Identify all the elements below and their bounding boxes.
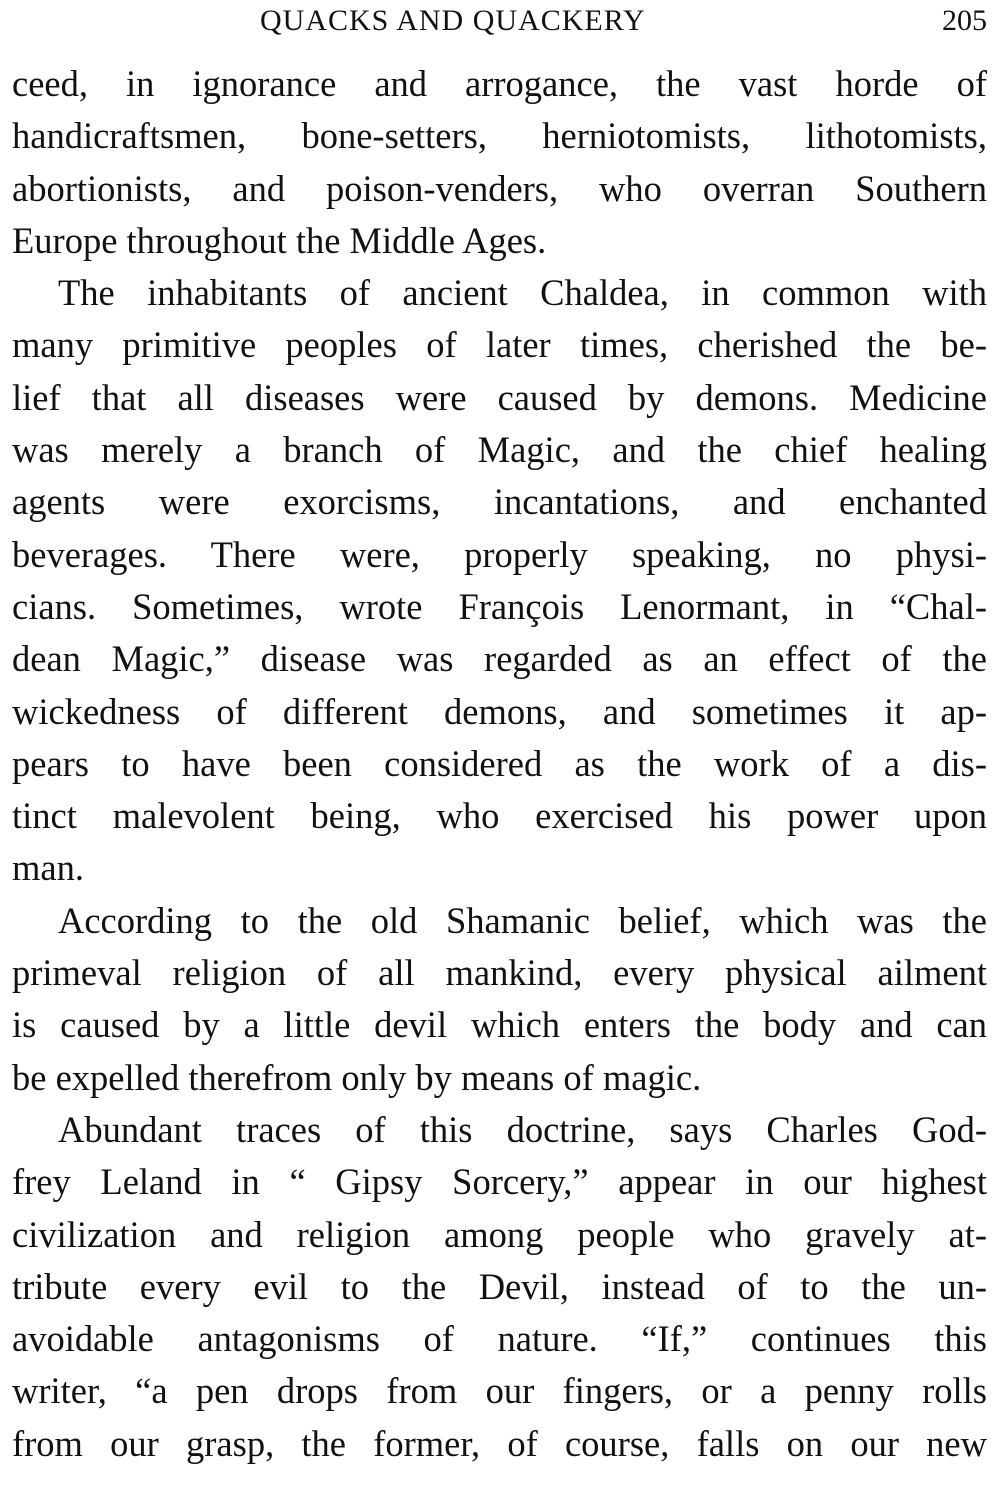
text-line: Europe throughout the Middle Ages. [12, 219, 547, 261]
text-line: is caused by a little devil which enters the body and can [12, 1004, 987, 1046]
text-line: ceed, in ignorance and arrogance, the vast horde of [12, 63, 987, 104]
text-line: lief that all diseases were caused by demons. Medicine [12, 376, 987, 418]
book-page [12, 0, 987, 1487]
text-line: be expelled therefrom only by means of magic. [12, 1056, 702, 1098]
text-line: writer, “a pen drops from our fingers, or a penny rolls [12, 1370, 987, 1412]
text-line: cians. Sometimes, wrote François Lenormant, in “Chal- [12, 585, 987, 627]
text-line: from our grasp, the former, of course, falls on our new [12, 1422, 987, 1464]
paragraph-1 [12, 58, 987, 267]
text-line: was merely a branch of Magic, and the chief healing [12, 429, 987, 471]
text-line: handicraftsmen, bone-setters, herniotomists, lithotomists, [12, 115, 987, 157]
text-line: agents were exorcisms, incantations, and enchanted [12, 481, 987, 523]
text-line: wickedness of different demons, and sometimes it ap- [12, 690, 987, 732]
text-line: beverages. There were, properly speaking, no physi- [12, 533, 987, 575]
text-line: civilization and religion among people who gravely at- [12, 1213, 987, 1255]
text-line: tinct malevolent being, who exercised his power upon [12, 795, 987, 837]
paragraph-3 [12, 895, 987, 1104]
text-line: The inhabitants of ancient Chaldea, in common with [58, 272, 987, 314]
text-line: frey Leland in “ Gipsy Sorcery,” appear in our highest [12, 1161, 987, 1203]
page-number: 205 [942, 4, 987, 37]
text-line: man. [12, 847, 84, 889]
text-line: primeval religion of all mankind, every physical ailment [12, 952, 987, 994]
text-line: pears to have been considered as the work of a dis- [12, 742, 987, 784]
text-line: According to the old Shamanic belief, which was the [58, 899, 987, 941]
running-title: QUACKS AND QUACKERY [260, 4, 646, 37]
text-line: avoidable antagonisms of nature. “If,” continues this [12, 1318, 987, 1360]
body-text [12, 58, 987, 1470]
text-line: abortionists, and poison-venders, who overran Southern [12, 167, 987, 209]
text-line: Abundant traces of this doctrine, says Charles God- [58, 1108, 987, 1150]
paragraph-4 [12, 1104, 987, 1470]
running-head [12, 0, 987, 58]
text-line: dean Magic,” disease was regarded as an effect of the [12, 638, 987, 680]
paragraph-2 [12, 267, 987, 895]
text-line: tribute every evil to the Devil, instead of to the un- [12, 1265, 987, 1307]
text-line: many primitive peoples of later times, cherished the be- [12, 324, 987, 366]
